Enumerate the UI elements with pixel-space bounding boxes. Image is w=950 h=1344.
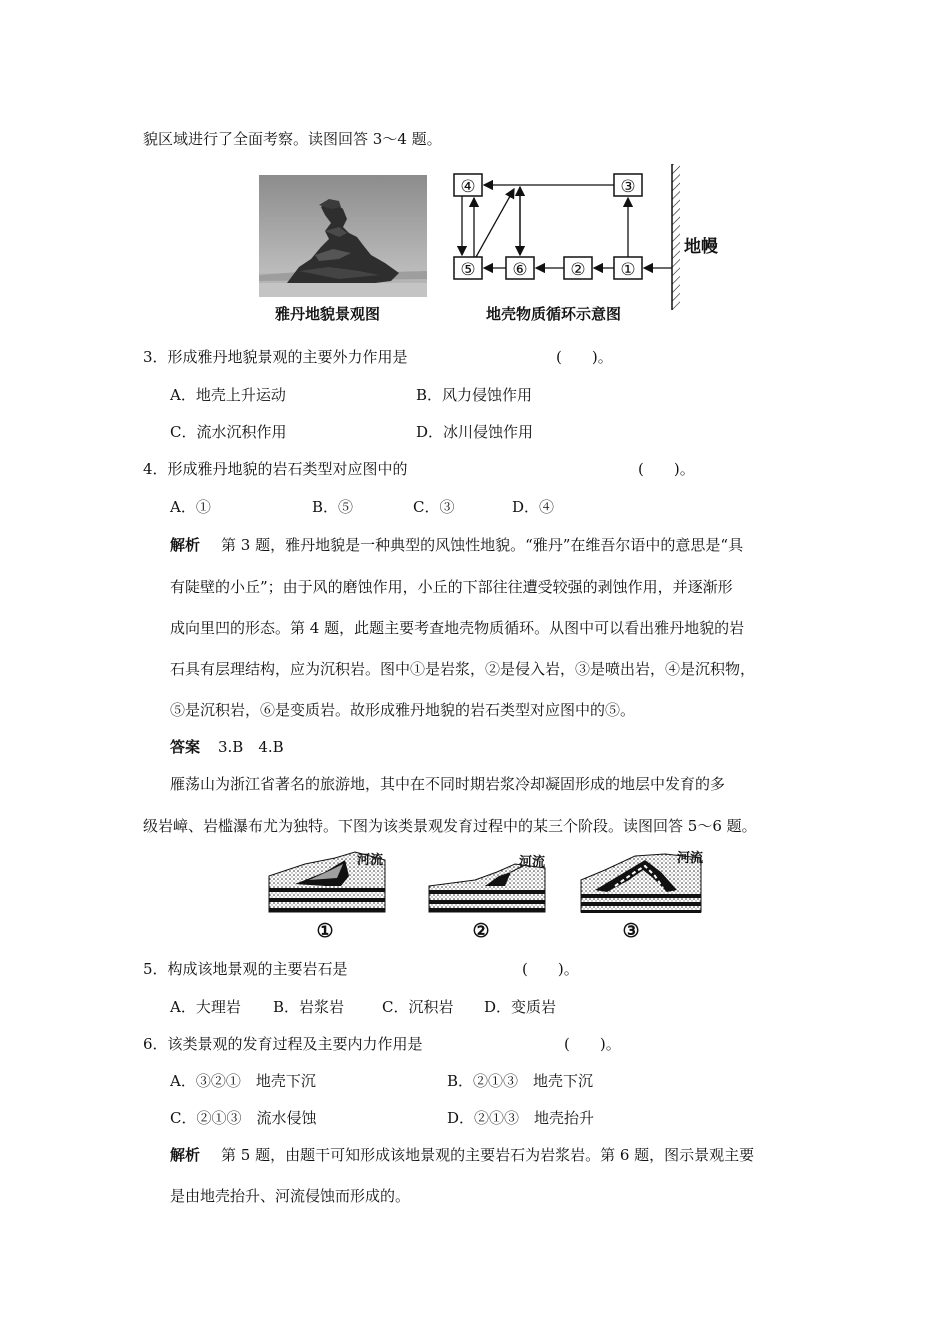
passage2-line: 级岩嶂、岩槛瀑布尤为独特。下图为该类景观发育过程中的某三个阶段。读图回答 5～6 题。 bbox=[143, 817, 757, 835]
q6-option-a: A．③②① 地壳下沉 bbox=[170, 1072, 316, 1090]
q6-stem: 6．该类景观的发育过程及主要内力作用是 bbox=[143, 1035, 423, 1053]
q6-option-b: B．②①③ 地壳下沉 bbox=[447, 1072, 594, 1090]
stage-2-label: ② bbox=[472, 920, 490, 942]
mantle-label: 地幔 bbox=[684, 237, 718, 257]
passage2-line: 雁荡山为浙江省著名的旅游地，其中在不同时期岩浆冷却凝固形成的地层中发育的多 bbox=[170, 775, 726, 793]
q5-option-b: B．岩浆岩 bbox=[273, 998, 345, 1016]
q6-option-d: D．②①③ 地壳抬升 bbox=[447, 1109, 595, 1127]
q5-option-c: C．沉积岩 bbox=[382, 998, 454, 1016]
stage-3-label: ③ bbox=[622, 920, 640, 942]
node-4: ④ bbox=[460, 177, 476, 197]
intro-line: 貌区域进行了全面考察。读图回答 3～4 题。 bbox=[143, 130, 442, 148]
analysis2-line: 是由地壳抬升、河流侵蚀而形成的。 bbox=[170, 1187, 411, 1205]
analysis2-label: 解析 bbox=[170, 1146, 201, 1164]
q4-answer-blank: ( )。 bbox=[638, 460, 695, 478]
analysis1-label: 解析 bbox=[170, 536, 201, 554]
q4-option-a: A．① bbox=[170, 498, 211, 516]
river-label: 河流 bbox=[357, 853, 384, 868]
node-3: ③ bbox=[620, 177, 636, 197]
diagram-caption: 地壳物质循环示意图 bbox=[486, 305, 622, 323]
photo-caption: 雅丹地貌景观图 bbox=[275, 305, 381, 323]
landform-stages-figure bbox=[265, 850, 715, 942]
q6-option-c: C．②①③ 流水侵蚀 bbox=[170, 1109, 317, 1127]
node-6: ⑥ bbox=[512, 260, 528, 280]
q3-option-c: C．流水沉积作用 bbox=[170, 423, 287, 441]
analysis2-line: 第 5 题，由题干可知形成该地景观的主要岩石为岩浆岩。第 6 题，图示景观主要 bbox=[221, 1146, 755, 1164]
q3-answer-blank: ( )。 bbox=[556, 348, 613, 366]
yardang-photo bbox=[259, 175, 427, 297]
q5-option-a: A．大理岩 bbox=[170, 998, 241, 1016]
stage-2-block bbox=[429, 864, 545, 912]
answer1-label: 答案 bbox=[170, 738, 201, 756]
node-5: ⑤ bbox=[460, 260, 476, 280]
q5-answer-blank: ( )。 bbox=[522, 960, 579, 978]
analysis1-line: 第 3 题，雅丹地貌是一种典型的风蚀性地貌。“雅丹”在维吾尔语中的意思是“具 bbox=[221, 536, 744, 554]
q3-option-d: D．冰川侵蚀作用 bbox=[416, 423, 534, 441]
q3-option-b: B．风力侵蚀作用 bbox=[416, 386, 533, 404]
node-1: ① bbox=[620, 260, 636, 280]
answer1-text: 3.B 4.B bbox=[218, 738, 284, 756]
q4-option-b: B．⑤ bbox=[312, 498, 354, 516]
q3-stem: 3．形成雅丹地貌景观的主要外力作用是 bbox=[143, 348, 408, 366]
q4-option-d: D．④ bbox=[512, 498, 555, 516]
q4-option-c: C．③ bbox=[413, 498, 455, 516]
analysis1-line: 有陡壁的小丘”；由于风的磨蚀作用，小丘的下部往往遭受较强的剥蚀作用，并逐渐形 bbox=[170, 578, 733, 596]
q5-stem: 5．构成该地景观的主要岩石是 bbox=[143, 960, 348, 978]
q6-answer-blank: ( )。 bbox=[564, 1035, 621, 1053]
node-2: ② bbox=[570, 260, 586, 280]
river-label: 河流 bbox=[677, 851, 704, 866]
q3-option-a: A．地壳上升运动 bbox=[170, 386, 286, 404]
river-label: 河流 bbox=[519, 855, 546, 870]
q5-option-d: D．变质岩 bbox=[484, 998, 557, 1016]
stage-1-label: ① bbox=[316, 920, 334, 942]
q4-stem: 4．形成雅丹地貌的岩石类型对应图中的 bbox=[143, 460, 408, 478]
analysis1-line: 石具有层理结构，应为沉积岩。图中①是岩浆，②是侵入岩，③是喷出岩，④是沉积物， bbox=[170, 660, 756, 678]
analysis1-line: ⑤是沉积岩，⑥是变质岩。故形成雅丹地貌的岩石类型对应图中的⑤。 bbox=[170, 701, 636, 719]
analysis1-line: 成向里凹的形态。第 4 题，此题主要考查地壳物质循环。从图中可以看出雅丹地貌的岩 bbox=[170, 619, 745, 637]
